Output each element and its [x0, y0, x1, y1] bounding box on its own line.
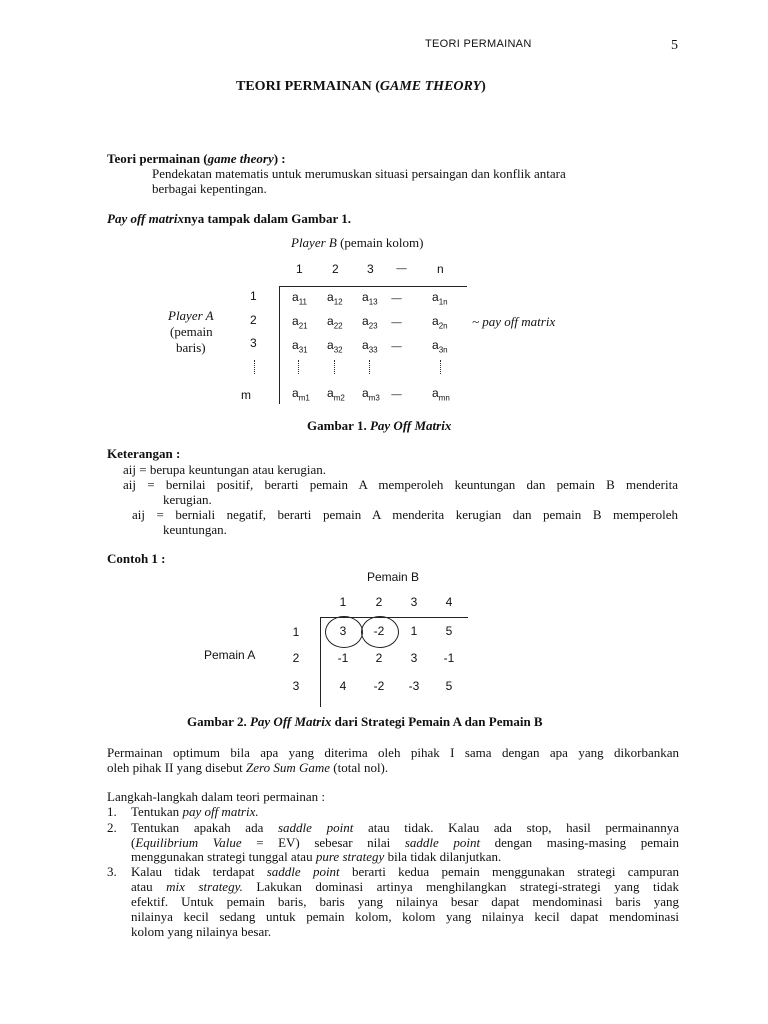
matrix-cell: $a_{m2}$	[327, 386, 345, 403]
player-a-label: Player A	[168, 308, 214, 323]
matrix-cell: $a_{1n}$	[432, 290, 448, 307]
keterangan-heading: Keterangan :	[107, 446, 181, 461]
contoh-cell: -1	[443, 651, 455, 665]
definition-label: Teori permainan (game theory) :	[107, 151, 286, 166]
keterangan-item-2: aij = bernilai positif, berarti pemain A memperoleh keuntungan dan pemain B menderita	[123, 477, 678, 492]
contoh-cell: 3	[410, 651, 418, 665]
step-3-line-5: kolom yang nilainya besar.	[131, 924, 272, 939]
matrix-cell: $a_{2n}$	[432, 314, 448, 331]
matrix-cell: ------	[391, 342, 401, 351]
steps-heading: Langkah-langkah dalam teori permainan :	[107, 789, 326, 804]
running-title: TEORI PERMAINAN	[425, 38, 532, 50]
matrix-cell: $a_{3n}$	[432, 338, 448, 355]
matrix-cell: $a_{23}$	[362, 314, 378, 331]
matrix-ellipsis	[369, 360, 370, 374]
fig1-top-rule	[279, 286, 467, 287]
definition-text-2: berbagai kepentingan.	[152, 181, 267, 196]
contoh-row-label: 2	[292, 651, 300, 665]
step-3-line-4: nilainya kecil sedang untuk pemain kolom, kolom yang nilainya kecil dapat mendominasi	[131, 909, 679, 924]
figure1-caption: Gambar 1. Pay Off Matrix	[307, 418, 452, 433]
matrix-cell: $a_{32}$	[327, 338, 343, 355]
fig1-col-label: 1	[296, 262, 303, 276]
step-2-line-3: menggunakan strategi tunggal atau pure strategy bila tidak dilanjutkan.	[131, 849, 502, 864]
matrix-cell: $a_{21}$	[292, 314, 308, 331]
page-title: TEORI PERMAINAN (GAME THEORY)	[236, 79, 486, 94]
contoh-cell: -2	[373, 624, 385, 638]
contoh-row-label: 3	[292, 679, 300, 693]
payoff-heading: Pay off matrixnya tampak dalam Gambar 1.	[107, 211, 352, 226]
fig1-row-label: m	[241, 388, 251, 402]
contoh-cell: 3	[339, 624, 347, 638]
fig1-row-label: 2	[250, 313, 257, 327]
fig1-col-label: 2	[332, 262, 339, 276]
keterangan-item-1: aij = berupa keuntungan atau kerugian.	[123, 462, 326, 477]
fig1-row-ellipsis	[254, 360, 255, 374]
pemain-b-label: Pemain B	[367, 570, 420, 584]
matrix-ellipsis	[298, 360, 299, 374]
step-3-line-2: atau mix strategy. Lakukan dominasi artinya menghilangkan strategi-strategi yang tidak	[131, 879, 679, 894]
fig1-col-label: 3	[367, 262, 374, 276]
contoh-cell: -1	[337, 651, 349, 665]
page-number: 5	[671, 38, 678, 53]
matrix-cell: $a_{13}$	[362, 290, 378, 307]
step-3-line-3: efektif. Untuk pemain baris, baris yang nilainya besar dapat mendominasi baris yang	[131, 894, 679, 909]
contoh-col-label: 3	[410, 595, 418, 609]
matrix-cell: ------	[391, 318, 401, 327]
contoh-cell: 5	[445, 624, 453, 638]
fig1-row-label: 1	[250, 289, 257, 303]
matrix-cell: $a_{33}$	[362, 338, 378, 355]
matrix-cell: ------	[391, 390, 401, 399]
pemain-a-label: Pemain A	[204, 648, 256, 662]
keterangan-item-3b: keuntungan.	[163, 522, 227, 537]
step-number: 1.	[107, 804, 117, 819]
player-a-label-2: (pemain	[170, 324, 213, 339]
optimum-line-2: oleh pihak II yang disebut Zero Sum Game (total nol).	[107, 760, 389, 775]
matrix-cell: $a_{m3}$	[362, 386, 380, 403]
contoh-cell: 4	[339, 679, 347, 693]
contoh-col-label: 4	[445, 595, 453, 609]
contoh-cell: -2	[373, 679, 385, 693]
fig1-col-label: n	[437, 262, 444, 276]
player-b-label: Player B (pemain kolom)	[291, 235, 424, 250]
step-2-line-1: Tentukan apakah ada saddle point atau tidak. Kalau ada stop, hasil permainannya	[131, 820, 679, 835]
fig1-row-label: 3	[250, 336, 257, 350]
player-a-label-3: baris)	[176, 340, 206, 355]
contoh-cell: 5	[445, 679, 453, 693]
step-2-line-2: (Equilibrium Value = EV) sebesar nilai saddle point dengan masing-masing pemain	[131, 835, 679, 850]
optimum-line-1: Permainan optimum bila apa yang diterima oleh pihak I sama dengan apa yang dikorbankan	[107, 745, 679, 760]
fig1-col-label: ------	[396, 264, 406, 273]
matrix-cell: $a_{31}$	[292, 338, 308, 355]
contoh-cell: 2	[375, 651, 383, 665]
step-number: 2.	[107, 820, 117, 835]
keterangan-item-2b: kerugian.	[163, 492, 212, 507]
matrix-cell: $a_{mn}$	[432, 386, 450, 403]
contoh-cell: -3	[408, 679, 420, 693]
contoh-col-label: 2	[375, 595, 383, 609]
keterangan-item-3: aij = berniali negatif, berarti pemain A menderita kerugian dan pemain B memperoleh	[132, 507, 678, 522]
contoh-heading: Contoh 1 :	[107, 551, 166, 566]
contoh-cell: 1	[410, 624, 418, 638]
contoh-col-label: 1	[339, 595, 347, 609]
matrix-cell: ------	[391, 294, 401, 303]
matrix-ellipsis	[334, 360, 335, 374]
matrix-cell: $a_{m1}$	[292, 386, 310, 403]
matrix-ellipsis	[440, 360, 441, 374]
matrix-cell: $a_{12}$	[327, 290, 343, 307]
matrix-cell: $a_{11}$	[292, 290, 307, 307]
payoff-side-note: ~ pay off matrix	[472, 314, 556, 329]
step-3-line-1: Kalau tidak terdapat saddle point berarti kedua pemain menggunakan strategi campuran	[131, 864, 679, 879]
contoh-left-rule	[320, 617, 321, 707]
definition-text-1: Pendekatan matematis untuk merumuskan situasi persaingan dan konflik antara	[152, 166, 566, 181]
matrix-cell: $a_{22}$	[327, 314, 343, 331]
contoh-row-label: 1	[292, 625, 300, 639]
fig1-left-rule	[279, 286, 280, 404]
step-number: 3.	[107, 864, 117, 879]
figure2-caption: Gambar 2. Pay Off Matrix dari Strategi Pemain A dan Pemain B	[187, 714, 543, 729]
step-1: Tentukan pay off matrix.	[131, 804, 259, 819]
